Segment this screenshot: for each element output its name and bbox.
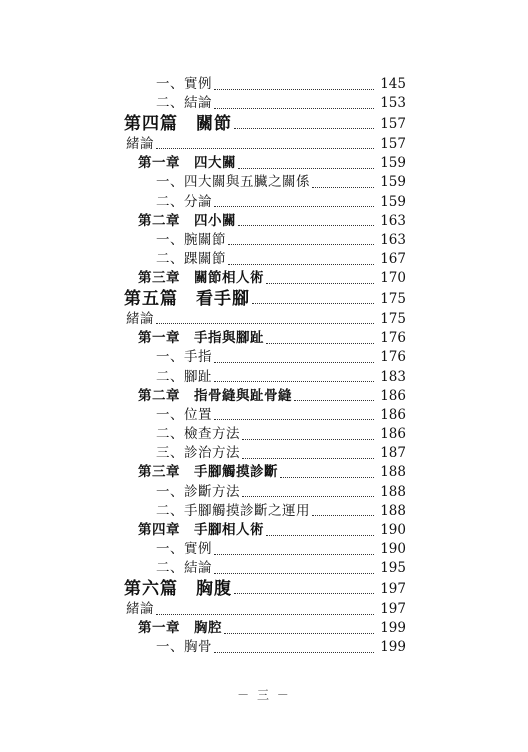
dot-leader [238,224,374,226]
toc-entry-page: 167 [380,251,406,268]
dot-leader [214,380,374,382]
dot-leader [312,186,374,188]
toc-entry-title: 一、實例 [156,541,212,558]
toc-entry-intro [0,310,528,329]
dot-leader [156,147,374,149]
dot-leader [294,399,374,401]
toc-entry-page: 176 [380,349,406,366]
toc-entry-page: 190 [380,541,406,558]
toc-entry-title: 緒論 [126,135,154,152]
toc-entry-title: 第三章 關節相人術 [138,270,264,287]
toc-entry-section [0,250,528,269]
toc-entry-chapter [0,269,528,288]
dot-leader [266,342,374,344]
dot-leader [156,322,374,324]
toc-entry-title: 三、診治方法 [156,445,240,462]
toc-entry-title: 一、四大關與五臟之關係 [156,174,310,191]
toc-entry-title: 一、手指 [156,349,212,366]
toc-entry-page: 159 [380,193,406,210]
dot-leader [280,476,374,478]
dot-leader [214,553,374,555]
toc-entry-page: 175 [380,290,406,307]
toc-entry-title: 一、實例 [156,76,212,93]
toc-entry-part [0,579,528,601]
toc-entry-page: 183 [380,368,406,385]
dot-leader [252,302,374,304]
toc-entry-title: 第三章 手腳觸摸診斷 [138,464,278,481]
toc-entry-title: 第一章 四大關 [138,155,236,172]
toc-entry-section [0,367,528,386]
toc-entry-section [0,231,528,250]
toc-entry-section [0,192,528,211]
toc-entry-title: 第二章 指骨縫與趾骨縫 [138,387,292,404]
toc-entry-section [0,94,528,113]
toc-entry-intro [0,135,528,154]
toc-entry-section [0,75,528,94]
toc-entry-page: 199 [380,639,406,656]
toc-entry-title: 二、結論 [156,95,212,112]
dot-leader [214,418,374,420]
toc-entry-section [0,444,528,463]
table-of-contents [0,75,528,658]
toc-entry-chapter [0,387,528,406]
toc-entry-title: 一、位置 [156,406,212,423]
toc-entry-title: 第四篇 關節 [124,113,232,134]
toc-entry-page: 175 [380,310,406,327]
toc-entry-page: 186 [380,426,406,443]
dot-leader [234,127,374,129]
dot-leader [242,495,374,497]
dot-leader [214,361,374,363]
toc-entry-section [0,638,528,657]
toc-entry-page: 197 [380,601,406,618]
toc-entry-title: 二、檢查方法 [156,426,240,443]
toc-entry-title: 第二章 四小關 [138,212,236,229]
toc-entry-title: 一、胸骨 [156,639,212,656]
toc-entry-chapter [0,463,528,482]
dot-leader [266,534,374,536]
toc-entry-page: 157 [380,115,406,132]
toc-entry-title: 二、分論 [156,193,212,210]
toc-entry-title: 第六篇 胸腹 [124,578,232,599]
toc-entry-title: 第一章 胸腔 [138,620,222,637]
toc-entry-page: 159 [380,174,406,191]
dot-leader [214,651,374,653]
dot-leader [228,243,374,245]
toc-entry-title: 緒論 [126,310,154,327]
dot-leader [234,592,374,594]
toc-entry-title: 第五篇 看手腳 [124,288,250,309]
dot-leader [156,613,374,615]
toc-entry-page: 187 [380,445,406,462]
toc-entry-page: 157 [380,135,406,152]
toc-entry-page: 188 [380,502,406,519]
toc-entry-page: 188 [380,483,406,500]
toc-entry-page: 188 [380,464,406,481]
dot-leader [214,88,374,90]
toc-entry-section [0,540,528,559]
dot-leader [238,167,374,169]
toc-entry-title: 第一章 手指與腳趾 [138,330,264,347]
toc-entry-title: 緒論 [126,601,154,618]
toc-entry-chapter [0,619,528,638]
toc-entry-page: 195 [380,560,406,577]
toc-entry-page: 190 [380,522,406,539]
page-number: － 三 － [237,688,291,702]
toc-entry-section [0,483,528,502]
dot-leader [312,514,374,516]
dot-leader [266,282,374,284]
toc-entry-title: 二、手腳觸摸診斷之運用 [156,502,310,519]
toc-entry-page: 145 [380,76,406,93]
dot-leader [242,438,374,440]
dot-leader [214,107,374,109]
dot-leader [214,572,374,574]
toc-entry-title: 一、診斷方法 [156,483,240,500]
toc-entry-chapter [0,521,528,540]
toc-entry-intro [0,600,528,619]
toc-entry-section [0,173,528,192]
toc-entry-page: 199 [380,620,406,637]
toc-entry-title: 二、腳趾 [156,368,212,385]
toc-entry-section [0,425,528,444]
toc-entry-page: 186 [380,406,406,423]
toc-entry-page: 197 [380,580,406,597]
toc-entry-page: 159 [380,155,406,172]
toc-entry-part [0,113,528,135]
toc-entry-section [0,348,528,367]
dot-leader [224,632,374,634]
toc-entry-section [0,406,528,425]
toc-entry-section [0,502,528,521]
toc-entry-page: 163 [380,231,406,248]
toc-entry-page: 153 [380,95,406,112]
toc-entry-title: 二、結論 [156,560,212,577]
toc-entry-title: 二、踝關節 [156,251,226,268]
toc-entry-page: 186 [380,387,406,404]
dot-leader [242,457,374,459]
toc-entry-part [0,288,528,310]
toc-entry-chapter [0,329,528,348]
toc-entry-title: 第四章 手腳相人術 [138,522,264,539]
toc-entry-section [0,559,528,578]
dot-leader [214,205,374,207]
toc-entry-page: 163 [380,212,406,229]
toc-entry-chapter [0,212,528,231]
toc-entry-chapter [0,154,528,173]
toc-entry-page: 176 [380,330,406,347]
toc-entry-page: 170 [380,270,406,287]
toc-entry-title: 一、腕關節 [156,231,226,248]
dot-leader [228,263,374,265]
